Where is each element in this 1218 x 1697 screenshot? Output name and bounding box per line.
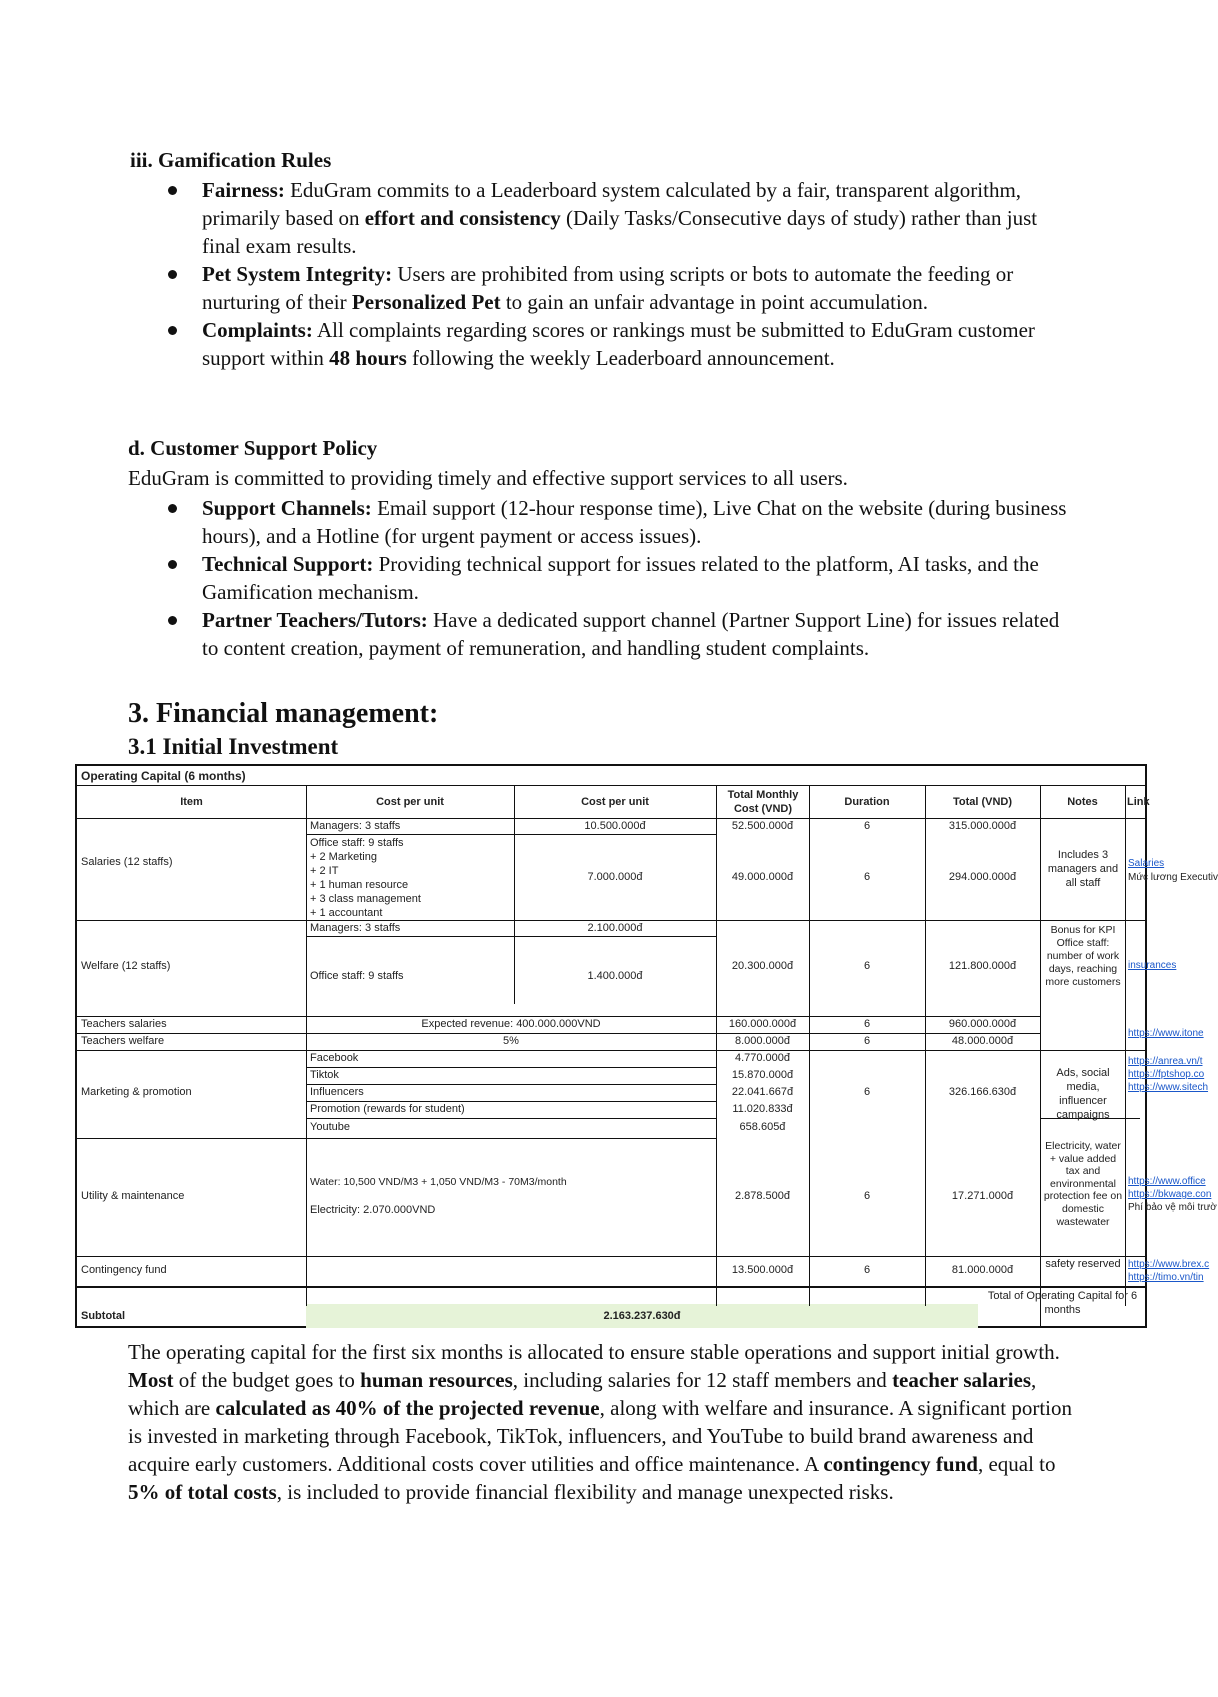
row-divider	[77, 1286, 1145, 1288]
salaries-office-monthly: 49.000.000đ	[731, 871, 794, 883]
marketing-promotion-cost: 11.020.833đ	[732, 1103, 793, 1115]
marketing-influencers-cost: 22.041.667đ	[731, 1086, 794, 1098]
bullet-icon	[168, 560, 177, 569]
utility-notes: Electricity, water + value added tax and environmental protection fee on domestic wastewater	[1043, 1140, 1123, 1228]
salaries-managers-cost: 10.500.000đ	[584, 820, 646, 832]
teachers-welfare-duration: 6	[863, 1035, 871, 1047]
bullet-icon	[168, 270, 177, 279]
header-cost-per-unit: Cost per unit	[376, 796, 444, 808]
list-item: Support Channels: Email support (12-hour response time), Live Chat on the website (during business hours), and a Hotline (for urgent payment or access issues).	[130, 494, 1080, 550]
header-cost-per-unit-2: Cost per unit	[581, 796, 649, 808]
teachers-welfare-basis: 5%	[503, 1035, 519, 1047]
customer-support-list	[130, 494, 1080, 662]
welfare-total: 121.800.000đ	[948, 960, 1017, 972]
customer-support-heading: d. Customer Support Policy	[128, 436, 378, 460]
row-divider	[306, 936, 716, 937]
teachers-salaries-item: Teachers salaries	[81, 1018, 167, 1030]
list-item: Pet System Integrity: Users are prohibited from using scripts or bots to automate the feeding or nurturing of their Personalized Pet to gain an unfair advantage in point accumulation.	[130, 260, 1080, 316]
list-item: Fairness: EduGram commits to a Leaderboard system calculated by a fair, transparent algorithm, primarily based on effort and consistency (Daily Tasks/Consecutive days of study) rather than just final exam results.	[130, 176, 1080, 260]
welfare-monthly: 20.300.000đ	[731, 960, 794, 972]
row-divider	[77, 1138, 306, 1139]
row-divider	[306, 1101, 716, 1102]
row-divider	[306, 1118, 716, 1119]
row-divider	[77, 1033, 1040, 1034]
marketing-duration: 6	[863, 1086, 871, 1098]
welfare-item: Welfare (12 staffs)	[81, 960, 171, 972]
bullet-icon	[168, 504, 177, 513]
marketing-notes: Ads, social media, influencer campaigns	[1056, 1067, 1110, 1121]
welfare-managers: Managers: 3 staffs	[310, 922, 401, 934]
contingency-link-2[interactable]: https://timo.vn/tin	[1128, 1272, 1204, 1283]
header-notes: Notes	[1067, 796, 1098, 808]
salaries-managers-monthly: 52.500.000đ	[731, 820, 794, 832]
marketing-promotion: Promotion (rewards for student)	[310, 1103, 465, 1115]
contingency-item: Contingency fund	[81, 1264, 167, 1276]
utility-link-3: Phí bảo vệ môi trườ	[1128, 1202, 1217, 1213]
row-divider	[77, 920, 1145, 921]
gamification-rules-list	[130, 176, 1080, 372]
customer-support-intro: EduGram is committed to providing timely and effective support services to all users.	[128, 466, 848, 490]
row-divider	[306, 1067, 716, 1068]
utility-electricity: Electricity: 2.070.000VND	[310, 1204, 436, 1216]
row-divider	[306, 834, 716, 835]
marketing-youtube-cost: 658.605đ	[739, 1121, 786, 1133]
salaries-link[interactable]: Salaries	[1128, 858, 1165, 869]
header-link: Link	[1127, 796, 1150, 808]
row-divider	[77, 1256, 1145, 1257]
list-item: Complaints: All complaints regarding scores or rankings must be submitted to EduGram customer support within 48 hours following the weekly Leaderboard announcement.	[130, 316, 1080, 372]
teachers-welfare-total: 48.000.000đ	[951, 1035, 1014, 1047]
subtotal-label: Subtotal	[81, 1310, 125, 1322]
salaries-office-total: 294.000.000đ	[948, 871, 1017, 883]
table-caption: Operating Capital (6 months)	[77, 766, 1145, 786]
operating-capital-table	[75, 764, 1218, 1328]
financial-management-heading: 3. Financial management:	[128, 698, 439, 729]
marketing-youtube: Youtube	[310, 1121, 350, 1133]
marketing-item: Marketing & promotion	[81, 1086, 192, 1098]
contingency-notes: safety reserved	[1045, 1258, 1121, 1270]
welfare-link[interactable]: insurances	[1128, 960, 1177, 971]
row-divider	[306, 1138, 716, 1139]
row-divider	[77, 1050, 1145, 1051]
utility-link-2[interactable]: https://bkwage.con	[1128, 1189, 1212, 1200]
header-total-vnd: Total (VND)	[952, 796, 1013, 808]
marketing-link-2[interactable]: https://fptshop.co	[1128, 1069, 1205, 1080]
salaries-item: Salaries (12 staffs)	[81, 856, 173, 868]
welfare-notes: Bonus for KPI Office staff: number of work days, reaching more customers	[1045, 924, 1121, 988]
utility-link-1[interactable]: https://www.office	[1128, 1176, 1206, 1187]
marketing-tiktok-cost: 15.870.000đ	[731, 1069, 794, 1081]
teachers-salaries-monthly: 160.000.000đ	[728, 1018, 797, 1030]
col-divider	[1040, 786, 1041, 1328]
salaries-office-cost: 7.000.000đ	[587, 871, 643, 883]
utility-monthly: 2.878.500đ	[734, 1190, 791, 1202]
contingency-monthly: 13.500.000đ	[731, 1264, 794, 1276]
welfare-office-cost: 1.400.000đ	[587, 970, 643, 982]
marketing-facebook: Facebook	[310, 1052, 359, 1064]
salaries-office-duration: 6	[863, 871, 871, 883]
bullet-icon	[168, 616, 177, 625]
teachers-welfare-monthly: 8.000.000đ	[734, 1035, 791, 1047]
subtotal-note: Total of Operating Capital for 6 months	[987, 1290, 1138, 1316]
welfare-duration: 6	[863, 960, 871, 972]
welfare-office: Office staff: 9 staffs	[310, 970, 404, 982]
utility-total: 17.271.000đ	[951, 1190, 1014, 1202]
closing-paragraph: The operating capital for the first six months is allocated to ensure stable operations and support initial growth. Most of the budget goes to human resources, including salaries for 12 staff members and teacher salaries, which are calculated as 40% of the projected revenue, along with welfare and insurance. A significant portion is invested in marketing through Facebook, TikTok, influencers, and YouTube to build brand awareness and acquire early customers. Additional costs cover utilities and office maintenance. A contingency fund, equal to 5% of total costs, is included to provide financial flexibility and manage unexpected risks.	[128, 1340, 1073, 1504]
gamification-rules-heading: iii. Gamification Rules	[130, 148, 332, 172]
bullet-icon	[168, 186, 177, 195]
teachers-salaries-duration: 6	[863, 1018, 871, 1030]
initial-investment-heading: 3.1 Initial Investment	[128, 734, 339, 759]
welfare-managers-cost: 2.100.000đ	[587, 922, 643, 934]
contingency-link-1[interactable]: https://www.brex.c	[1128, 1259, 1210, 1270]
contingency-duration: 6	[863, 1264, 871, 1276]
marketing-total: 326.166.630đ	[948, 1086, 1017, 1098]
utility-water: Water: 10,500 VND/M3 + 1,050 VND/M3 - 70M3/month	[310, 1176, 567, 1188]
salaries-managers-total: 315.000.000đ	[948, 820, 1017, 832]
marketing-link-3[interactable]: https://www.sitech	[1128, 1082, 1209, 1093]
list-item: Partner Teachers/Tutors: Have a dedicated support channel (Partner Support Line) for issues related to content creation, payment of remuneration, and handling student complaints.	[130, 606, 1080, 662]
marketing-link-1[interactable]: https://anrea.vn/t	[1128, 1056, 1203, 1067]
teachers-salaries-basis: Expected revenue: 400.000.000VND	[421, 1018, 601, 1030]
teachers-link[interactable]: https://www.itone	[1128, 1028, 1204, 1039]
header-item: Item	[180, 796, 203, 808]
header-total-monthly: Total Monthly Cost (VND)	[727, 789, 799, 815]
marketing-facebook-cost: 4.770.000đ	[734, 1052, 791, 1064]
salaries-office-staff: Office staff: 9 staffs + 2 Marketing + 2 IT + 1 human resource + 3 class management + 1 accountant	[310, 837, 421, 919]
header-duration: Duration	[844, 796, 890, 808]
marketing-influencers: Influencers	[310, 1086, 364, 1098]
row-divider	[77, 818, 1145, 819]
row-divider	[77, 1016, 1040, 1017]
utility-duration: 6	[863, 1190, 871, 1202]
list-item: Technical Support: Providing technical support for issues related to the platform, AI tasks, and the Gamification mechanism.	[130, 550, 1080, 606]
teachers-welfare-item: Teachers welfare	[81, 1035, 165, 1047]
salaries-managers: Managers: 3 staffs	[310, 820, 401, 832]
teachers-salaries-total: 960.000.000đ	[948, 1018, 1017, 1030]
col-divider	[1125, 786, 1126, 1306]
salaries-link-2: Mức lương Executiv	[1128, 872, 1218, 883]
salaries-notes: Includes 3 managers and all staff	[1047, 849, 1119, 889]
subtotal-value: 2.163.237.630đ	[603, 1310, 681, 1322]
salaries-managers-duration: 6	[863, 820, 871, 832]
marketing-tiktok: Tiktok	[310, 1069, 339, 1081]
row-divider	[306, 1084, 716, 1085]
bullet-icon	[168, 326, 177, 335]
utility-item: Utility & maintenance	[81, 1190, 185, 1202]
contingency-total: 81.000.000đ	[951, 1264, 1014, 1276]
